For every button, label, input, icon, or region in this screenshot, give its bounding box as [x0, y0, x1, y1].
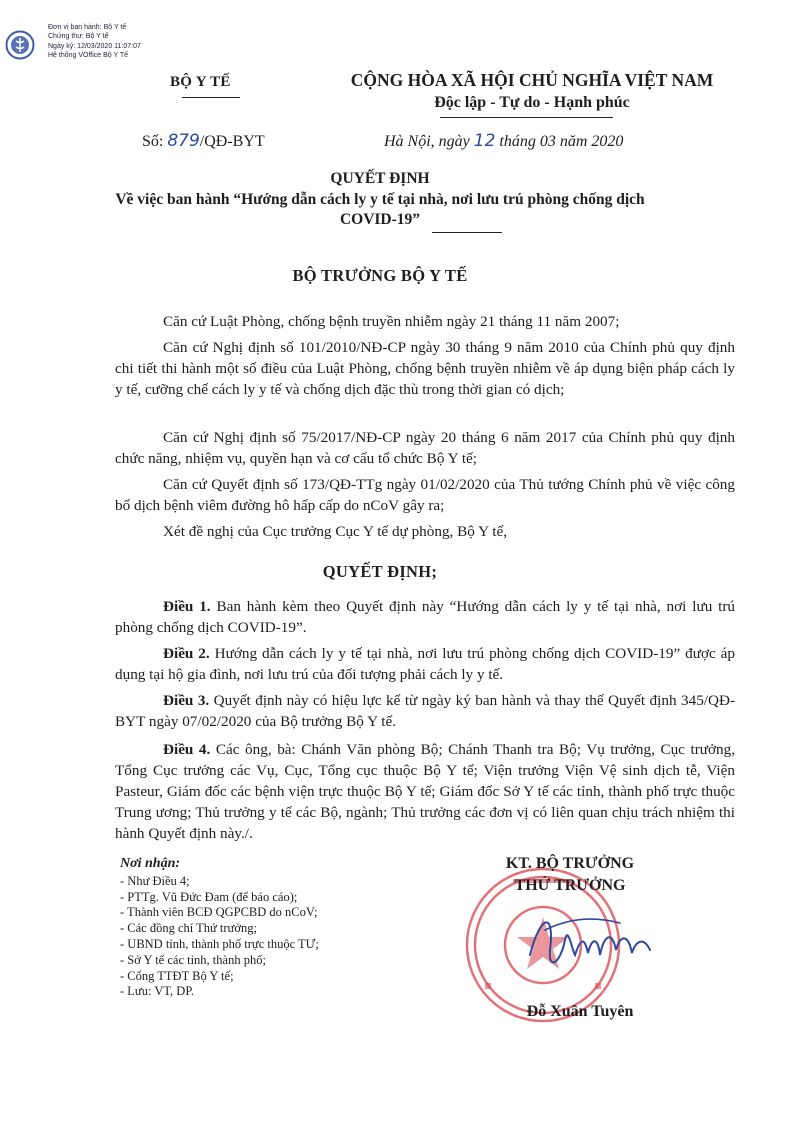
document-subtitle [100, 190, 660, 230]
number-suffix: /QĐ-BYT [199, 133, 265, 150]
date-prefix: Hà Nội, ngày [384, 133, 474, 150]
signing-authority: KT. BỘ TRƯỞNG [505, 855, 635, 872]
recipients-heading: Nơi nhận: [120, 856, 181, 871]
divider [432, 232, 502, 233]
recipients-list [120, 856, 319, 1000]
document-number [142, 131, 265, 151]
legal-basis [115, 337, 735, 400]
document-title: QUYẾT ĐỊNH [330, 170, 430, 187]
recipient-item: - Như Điều 4; [120, 873, 190, 888]
national-title: CỘNG HÒA XÃ HỘI CHỦ NGHĨA VIỆT NAM [350, 70, 714, 90]
divider [440, 117, 613, 118]
number-prefix: Số: [142, 133, 168, 150]
legal-basis [115, 311, 735, 332]
issuing-organization: BỘ Y TẾ [170, 74, 231, 90]
legal-basis [115, 474, 735, 516]
signature-meta-line: Đơn vị ban hành: Bộ Y tế [48, 24, 127, 31]
basis-text: Căn cứ Luật Phòng, chống bệnh truyền nhiễm ngày 21 tháng 11 năm 2007; [163, 313, 620, 330]
signature-meta-line: Ngày ký: 12/03/2020 11:07:07 [48, 42, 141, 50]
recipient-item: - Cổng TTĐT Bộ Y tế; [120, 968, 234, 983]
article-text: Quyết định này có hiệu lực kể từ ngày ký ban hành và thay thế Quyết định 345/QĐ-BYT ngày 07/02/2020 của Bộ trưởng Bộ Y tế. [115, 692, 735, 730]
article [115, 739, 735, 844]
basis-text: Căn cứ Quyết định số 173/QĐ-TTg ngày 01/02/2020 của Thủ tướng Chính phủ về việc công bố dịch bệnh viêm đường hô hấp cấp do nCoV gây ra; [115, 476, 735, 514]
article [115, 643, 735, 685]
decision-heading: QUYẾT ĐỊNH; [322, 562, 438, 581]
basis-text: Căn cứ Nghị định số 75/2017/NĐ-CP ngày 20 tháng 6 năm 2017 của Chính phủ quy định chức năng, nhiệm vụ, quyền hạn và cơ cấu tổ chức Bộ Y tế; [115, 429, 735, 467]
signer-title: THỨ TRƯỞNG [514, 877, 626, 894]
place-and-date [384, 131, 623, 151]
national-motto: Độc lập - Tự do - Hạnh phúc [434, 94, 630, 111]
signer-name: Đỗ Xuân Tuyên [526, 1003, 634, 1020]
recipient-item: - UBND tỉnh, thành phố trực thuộc TƯ; [120, 936, 319, 951]
article-label: Điều 2. [163, 645, 210, 662]
digital-signature-info [48, 23, 141, 60]
basis-text: Xét đề nghị của Cục trưởng Cục Y tế dự phòng, Bộ Y tế, [163, 523, 508, 540]
article-text: Hướng dẫn cách ly y tế tại nhà, nơi lưu trú phòng chống dịch COVID-19” được áp dụng tại hộ gia đình, nơi lưu trú của đối tượng phải cách ly y tế. [115, 645, 735, 683]
recipient-item: - Các đồng chí Thứ trưởng; [120, 921, 257, 936]
date-suffix: tháng 03 năm 2020 [495, 133, 624, 150]
article-label: Điều 3. [163, 692, 210, 709]
handwritten-day: 12 [473, 131, 496, 151]
signature-meta-line: Hệ thống VOffice Bộ Y Tế [48, 51, 129, 59]
recipient-item: - PTTg. Vũ Đức Đam (để báo cáo); [120, 889, 298, 904]
article-text: Ban hành kèm theo Quyết định này “Hướng dẫn cách ly y tế tại nhà, nơi lưu trú phòng chống dịch COVID-19”. [115, 598, 736, 636]
signature-meta-line: Chứng thư: Bộ Y tế [48, 33, 109, 41]
article-text: Các ông, bà: Chánh Văn phòng Bộ; Chánh Thanh tra Bộ; Vụ trưởng, Cục trưởng, Tổng Cục trưởng các Vụ, Cục, Tổng cục thuộc Bộ Y tế; Viện trưởng Viện Vệ sinh dịch tễ, Viện Pasteur, Giám đốc các bệnh viện trực thuộc Bộ Y tế; Giám đốc Sở Y tế các tỉnh, thành phố trực thuộc Trung ương; Thủ trưởng y tế các Bộ, ngành; Thủ trưởng các đơn vị có liên quan chịu trách nhiệm thi hành Quyết định này./. [115, 741, 735, 842]
article-label: Điều 1. [163, 598, 211, 615]
legal-basis [115, 427, 735, 469]
authority-heading: BỘ TRƯỞNG BỘ Y TẾ [292, 266, 468, 285]
legal-basis [115, 521, 735, 542]
article-label: Điều 4. [163, 741, 211, 758]
article [115, 596, 735, 638]
subtitle-line: Về việc ban hành “Hướng dẫn cách ly y tế tại nhà, nơi lưu trú phòng chống dịch [115, 191, 645, 208]
basis-text: Căn cứ Nghị định số 101/2010/NĐ-CP ngày 30 tháng 9 năm 2010 của Chính phủ quy định chi tiết thi hành một số điều của Luật Phòng, chống bệnh truyền nhiễm về áp dụng biện pháp cách ly y tế, cưỡng chế cách ly y tế và chống dịch đặc thù trong thời gian có dịch; [115, 339, 735, 398]
article [115, 690, 735, 732]
subtitle-line: COVID-19” [339, 211, 421, 228]
ministry-seal-icon [5, 30, 35, 60]
recipient-item: - Thành viên BCĐ QGPCBD do nCoV; [120, 905, 318, 920]
divider [182, 97, 240, 98]
recipient-item: - Sở Y tế các tỉnh, thành phố; [120, 952, 266, 967]
handwritten-number: 879 [167, 131, 200, 151]
signature [520, 895, 660, 990]
recipient-item: - Lưu: VT, DP. [120, 984, 195, 999]
